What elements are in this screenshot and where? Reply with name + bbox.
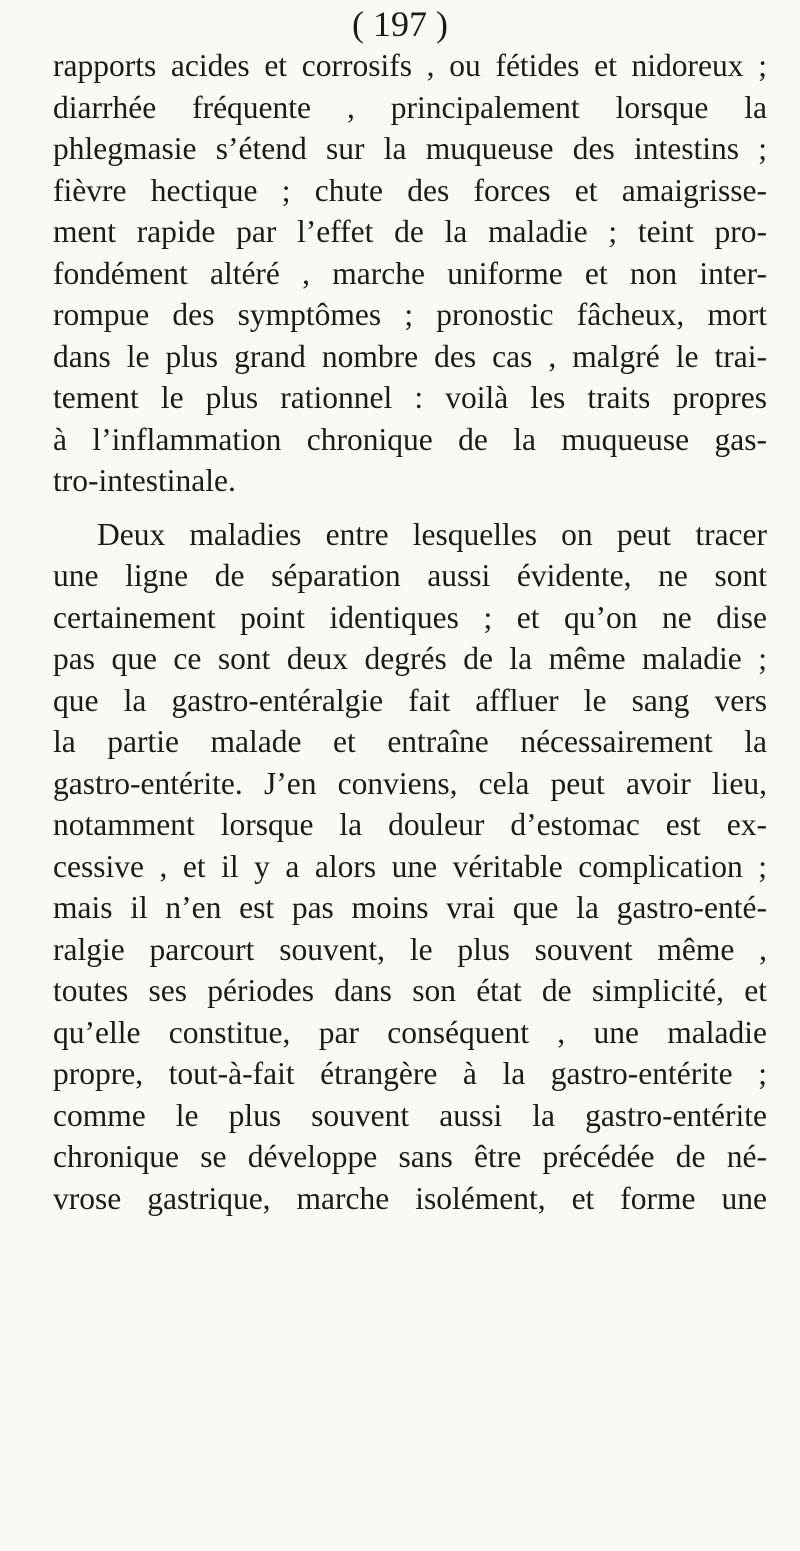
text-line: tement le plus rationnel : voilà les traits propres: [53, 380, 767, 415]
text-line: pas que ce sont deux degrés de la même maladie ;: [53, 641, 767, 676]
text-line: ralgie parcourt souvent, le plus souvent même ,: [53, 931, 767, 967]
text-line: rapports acides et corrosifs , ou fétides et nidoreux ;: [53, 48, 767, 83]
text-line: rompue des symptômes ; pronostic fâcheux, mort: [53, 297, 767, 332]
paragraph-1: [53, 45, 767, 502]
text-line: fondément altéré , marche uniforme et non inter-: [53, 255, 767, 291]
text-line: notamment lorsque la douleur d’estomac est ex-: [53, 807, 767, 842]
text-line: fièvre hectique ; chute des forces et amaigrisse-: [53, 172, 767, 208]
text-line: tro-intestinale.: [53, 463, 236, 498]
text-line: propre, tout-à-fait étrangère à la gastro-entérite ;: [53, 1056, 767, 1091]
text-line: à l’inflammation chronique de la muqueuse gas-: [53, 421, 767, 457]
text-line: une ligne de séparation aussi évidente, ne sont: [53, 558, 767, 593]
page-number: ( 197 ): [352, 4, 448, 44]
text-line: diarrhée fréquente , principalement lorsque la: [53, 89, 767, 125]
text-line: comme le plus souvent aussi la gastro-entérite: [53, 1097, 767, 1133]
text-line: phlegmasie s’étend sur la muqueuse des intestins ;: [53, 131, 767, 166]
text-line: Deux maladies entre lesquelles on peut tracer: [97, 516, 767, 552]
text-line: chronique se développe sans être précédée de né-: [53, 1139, 767, 1174]
text-line: mais il n’en est pas moins vrai que la gastro-enté-: [53, 890, 767, 925]
text-line: dans le plus grand nombre des cas , malgré le trai-: [53, 338, 767, 374]
text-line: certainement point identiques ; et qu’on ne dise: [53, 599, 767, 635]
text-line: ment rapide par l’effet de la maladie ; teint pro-: [53, 214, 767, 249]
text-line: toutes ses périodes dans son état de simplicité, et: [53, 973, 767, 1008]
text-line: la partie malade et entraîne nécessairement la: [53, 724, 767, 759]
text-line: que la gastro-entéralgie fait affluer le sang vers: [53, 682, 767, 718]
text-line: qu’elle constitue, par conséquent , une maladie: [53, 1014, 767, 1050]
paragraph-2: [53, 514, 767, 1220]
text-line: cessive , et il y a alors une véritable complication ;: [53, 848, 767, 884]
text-line: gastro-entérite. J’en conviens, cela peut avoir lieu,: [53, 765, 767, 801]
body-text: [53, 45, 767, 1219]
text-line: vrose gastrique, marche isolément, et forme une: [53, 1180, 767, 1216]
